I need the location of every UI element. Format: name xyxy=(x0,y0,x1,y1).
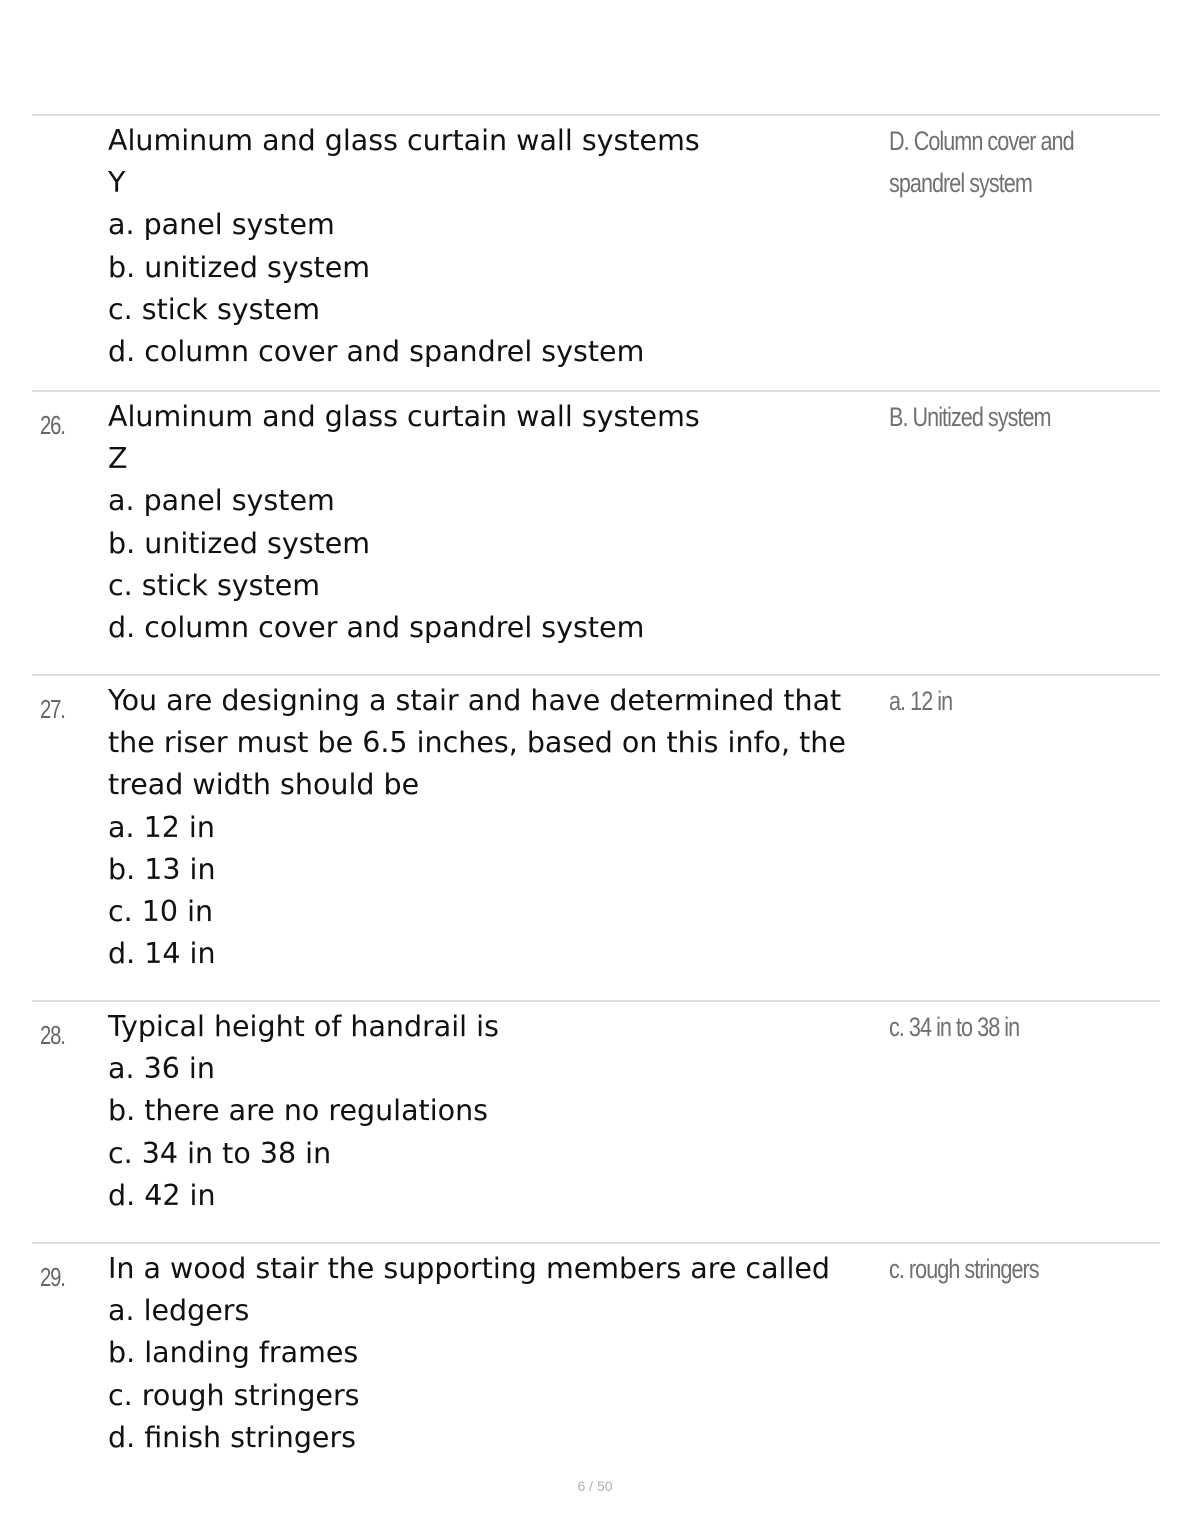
question-stem: Aluminum and glass curtain wall systems xyxy=(108,400,700,433)
answer-option: d. 14 in xyxy=(108,937,216,971)
question-stem: Typical height of handrail is xyxy=(108,1010,499,1043)
question-stem: Y xyxy=(108,166,126,200)
question-text xyxy=(108,1248,868,1459)
question-number: 27. xyxy=(40,694,65,724)
answer-key-line: D. Column cover and xyxy=(889,126,1074,156)
question-text xyxy=(108,680,868,975)
answer-key-line: spandrel system xyxy=(889,168,1032,199)
answer-option: b. unitized system xyxy=(108,526,371,560)
answer-key xyxy=(889,680,1097,722)
answer-key xyxy=(889,396,1097,438)
answer-option: b. there are no regulations xyxy=(108,1094,488,1128)
question-text xyxy=(108,396,868,649)
page-indicator: 6 / 50 xyxy=(577,1478,613,1494)
question-stem: the riser must be 6.5 inches, based on this info, the xyxy=(108,726,846,760)
answer-key-line: c. 34 in to 38 in xyxy=(889,1012,1020,1042)
question-stem: In a wood stair the supporting members are called xyxy=(108,1252,831,1285)
answer-key xyxy=(889,120,1097,204)
question-row xyxy=(32,390,1160,674)
question-stem: You are designing a stair and have determined that xyxy=(108,684,842,717)
answer-option: b. landing frames xyxy=(108,1336,359,1370)
answer-option: c. rough stringers xyxy=(108,1378,360,1412)
question-number: 28. xyxy=(40,1020,65,1050)
question-number: 26. xyxy=(40,410,65,440)
answer-option: d. column cover and spandrel system xyxy=(108,611,645,645)
question-stem: tread width should be xyxy=(108,768,420,802)
answer-option: d. column cover and spandrel system xyxy=(108,335,645,369)
answer-option: c. stick system xyxy=(108,568,320,602)
answer-option: b. 13 in xyxy=(108,852,216,886)
answer-option: c. 10 in xyxy=(108,895,214,929)
answer-option: a. panel system xyxy=(108,208,335,242)
answer-key-line: B. Unitized system xyxy=(889,402,1051,432)
answer-key xyxy=(889,1248,1097,1290)
question-row xyxy=(32,1242,1160,1482)
answer-option: a. panel system xyxy=(108,484,335,518)
answer-option: a. ledgers xyxy=(108,1294,250,1328)
answer-option: d. 42 in xyxy=(108,1178,216,1212)
answer-option: b. unitized system xyxy=(108,250,371,284)
question-text xyxy=(108,120,868,373)
answer-option: d. finish stringers xyxy=(108,1420,357,1454)
answer-key-line: a. 12 in xyxy=(889,686,953,716)
answer-key xyxy=(889,1006,1097,1048)
answer-option: a. 36 in xyxy=(108,1052,215,1086)
question-row xyxy=(32,674,1160,1000)
question-row xyxy=(32,1000,1160,1242)
answer-option: a. 12 in xyxy=(108,810,215,844)
question-text xyxy=(108,1006,868,1217)
question-stem: Aluminum and glass curtain wall systems xyxy=(108,124,700,157)
question-number: 29. xyxy=(40,1262,65,1292)
question-row xyxy=(32,114,1160,390)
answer-option: c. 34 in to 38 in xyxy=(108,1136,332,1170)
question-stem: Z xyxy=(108,442,128,476)
answer-option: c. stick system xyxy=(108,292,320,326)
question-list xyxy=(32,114,1160,1482)
answer-key-line: c. rough stringers xyxy=(889,1254,1039,1284)
